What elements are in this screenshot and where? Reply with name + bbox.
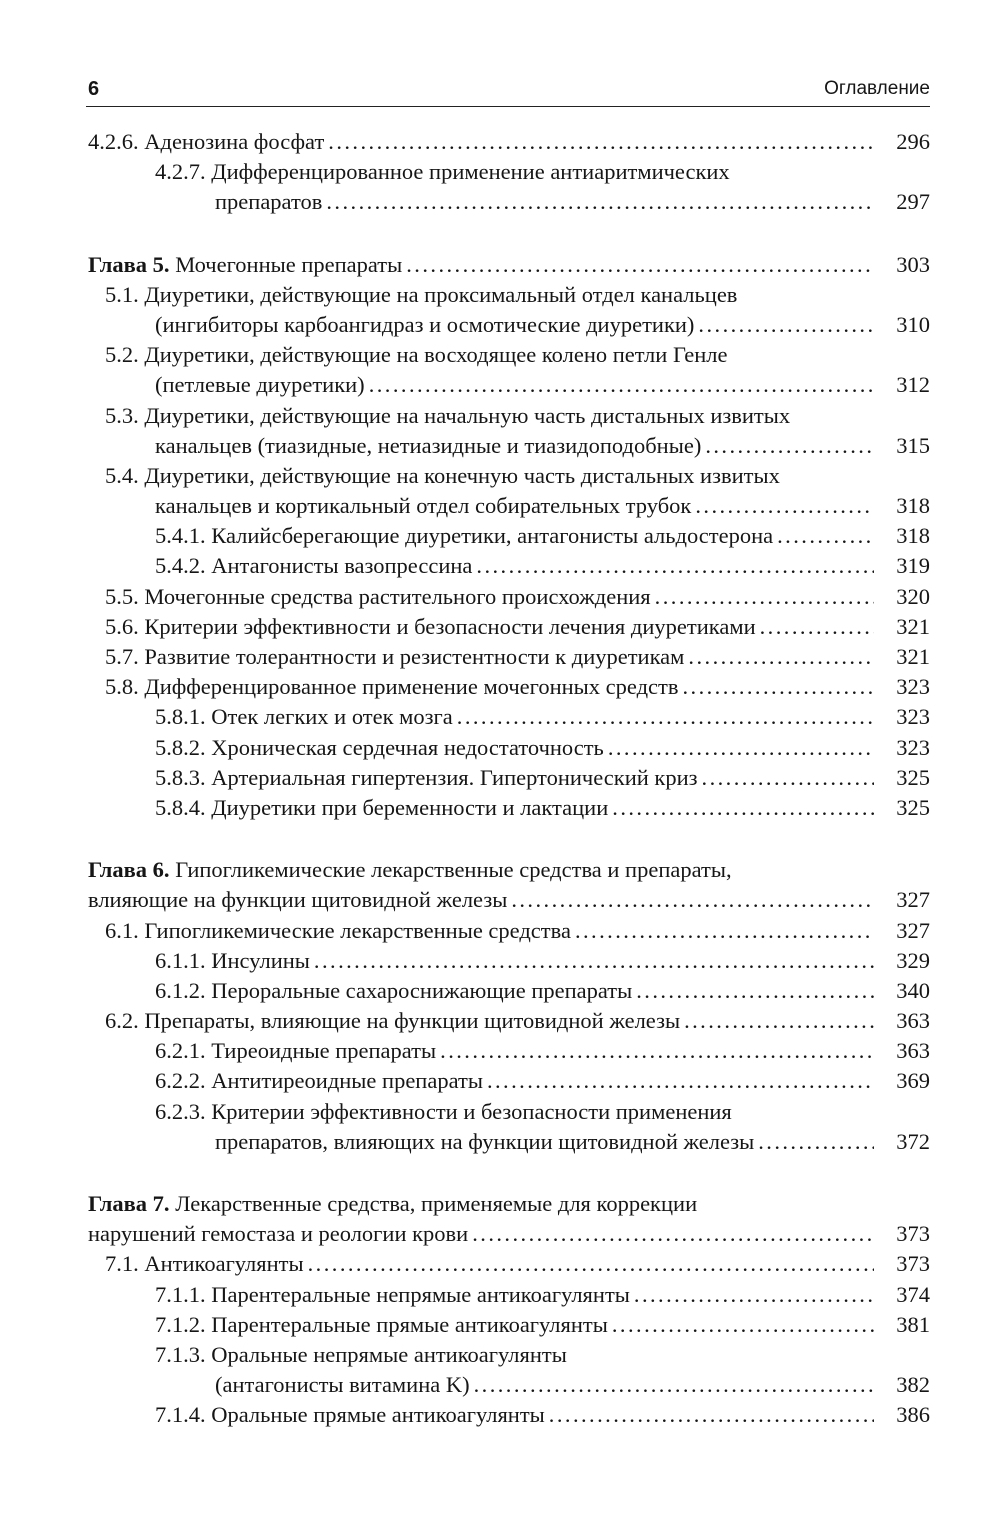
toc-entry: 7.1.3. Оральные непрямые антикоагулянты: [155, 1341, 567, 1367]
toc-page-number: 327: [896, 887, 930, 913]
toc-entry-continuation: (петлевые диуретики) . . . 312: [88, 370, 930, 400]
toc-entry: 5.8. Дифференцированное применение мочегонных средств . . . 323: [88, 672, 930, 702]
running-title: Оглавление: [824, 78, 930, 99]
toc-page-number: 319: [896, 553, 930, 579]
toc-page-number: 363: [896, 1038, 930, 1064]
toc-entry: 5.1. Диуретики, действующие на проксимальный отдел канальцев: [105, 281, 738, 307]
toc-entry: 4.2.7. Дифференцированное применение антиаритмических: [155, 159, 730, 185]
toc-page-number: 323: [896, 734, 930, 760]
toc-entry: 7.1. Антикоагулянты . . . 373: [88, 1249, 930, 1279]
toc-entry: 7.1.1. Парентеральные непрямые антикоагулянты . . . 374: [88, 1280, 930, 1310]
toc-entry: 6.1.2. Пероральные сахароснижающие препараты . . . 340: [88, 976, 930, 1006]
toc-page-number: 297: [896, 189, 930, 215]
toc-page-number: 323: [896, 704, 930, 730]
toc-entry: 5.8.3. Артериальная гипертензия. Гипертонический криз . . . 325: [88, 763, 930, 793]
toc-page-number: 296: [896, 129, 930, 154]
toc-entry: 5.8.4. Диуретики при беременности и лактации . . . 325: [88, 793, 930, 823]
toc-entry-continuation: препаратов . . . 297: [88, 187, 930, 217]
toc-page-number: 369: [896, 1068, 930, 1094]
toc-entry-continuation: канальцев и кортикальный отдел собирательных трубок . . . 318: [88, 491, 930, 521]
toc-entry: 7.1.4. Оральные прямые антикоагулянты . . . 386: [88, 1400, 930, 1430]
toc-entry-continuation: канальцев (тиазидные, нетиазидные и тиазидоподобные) . . . 315: [88, 431, 930, 461]
toc-page-number: 327: [896, 917, 930, 943]
toc-page-number: 318: [896, 493, 930, 519]
toc-entry: 6.2.2. Антитиреоидные препараты . . . 369: [88, 1066, 930, 1096]
toc-page-number: 373: [896, 1221, 930, 1247]
toc-entry: 6.2.3. Критерии эффективности и безопасности применения: [155, 1098, 732, 1124]
page-number: 6: [88, 78, 100, 100]
toc-entry: 6.2.1. Тиреоидные препараты . . . 363: [88, 1036, 930, 1066]
toc-page-number: 323: [896, 674, 930, 700]
toc-entry: 5.8.1. Отек легких и отек мозга . . . 323: [88, 702, 930, 732]
toc-entry-continuation: (ингибиторы карбоангидраз и осмотические диуретики) . . . 310: [88, 310, 930, 340]
toc-entry-continuation: препаратов, влияющих на функции щитовидной железы . . . 372: [88, 1127, 930, 1157]
page-header: [86, 76, 930, 107]
toc-entry: 5.4. Диуретики, действующие на конечную часть дистальных извитых: [105, 462, 780, 488]
toc-chapter-heading: Глава 7. Лекарственные средства, применяемые для коррекции: [88, 1191, 698, 1216]
toc-entry: 5.6. Критерии эффективности и безопасности лечения диуретиками . . . 321: [88, 612, 930, 642]
toc-chapter-heading: Глава 5. Мочегонные препараты . . . 303: [88, 250, 930, 280]
toc-page-number: 363: [896, 1008, 930, 1034]
toc-page-number: 312: [896, 372, 930, 398]
toc-page-number: 329: [896, 947, 930, 973]
toc-page-number: 340: [896, 977, 930, 1003]
toc-page-number: 321: [896, 644, 930, 669]
toc-entry: 6.1. Гипогликемические лекарственные средства . . . 327: [88, 916, 930, 946]
table-of-contents: [88, 127, 930, 1431]
toc-page-number: 320: [896, 583, 930, 609]
toc-page-number: 325: [896, 794, 930, 820]
toc-page-number: 325: [896, 764, 930, 790]
toc-page-number: 381: [896, 1311, 930, 1337]
toc-page-number: 382: [896, 1372, 930, 1398]
toc-chapter-heading: Глава 6. Гипогликемические лекарственные средства и препараты,: [88, 857, 732, 883]
toc-entry: 5.2. Диуретики, действующие на восходящее колено петли Генле: [105, 342, 728, 368]
toc-entry: 5.5. Мочегонные средства растительного происхождения . . . 320: [88, 582, 930, 612]
toc-page-number: 318: [896, 523, 930, 549]
toc-entry: 5.4.1. Калийсберегающие диуретики, антагонисты альдостерона . . . 318: [88, 521, 930, 551]
toc-entry-continuation: влияющие на функции щитовидной железы . . . 327: [88, 885, 930, 915]
toc-page-number: 310: [896, 311, 930, 337]
toc-page-number: 373: [896, 1251, 930, 1277]
toc-page-number: 315: [896, 432, 930, 458]
toc-entry: 7.1.2. Парентеральные прямые антикоагулянты . . . 381: [88, 1310, 930, 1340]
toc-entry: 5.4.2. Антагонисты вазопрессина . . . 319: [88, 551, 930, 581]
toc-page-number: 321: [896, 613, 930, 639]
toc-page-number: 386: [896, 1402, 930, 1428]
toc-entry: 5.3. Диуретики, действующие на начальную часть дистальных извитых: [105, 402, 791, 428]
toc-page-number: 303: [896, 251, 930, 277]
toc-entry: 6.1.1. Инсулины . . . 329: [88, 946, 930, 976]
toc-page-number: 372: [896, 1128, 930, 1154]
toc-entry: 4.2.6. Аденозина фосфат . . . 296: [88, 127, 930, 157]
toc-entry: 6.2. Препараты, влияющие на функции щитовидной железы . . . 363: [88, 1006, 930, 1036]
toc-entry-continuation: нарушений гемостаза и реологии крови . . . 373: [88, 1219, 930, 1249]
toc-entry: 5.7. Развитие толерантности и резистентности к диуретикам . . . 321: [88, 642, 930, 672]
toc-entry: 5.8.2. Хроническая сердечная недостаточность . . . 323: [88, 733, 930, 763]
toc-page-number: 374: [896, 1281, 930, 1307]
toc-entry-continuation: (антагонисты витамина K) . . . 382: [88, 1370, 930, 1400]
